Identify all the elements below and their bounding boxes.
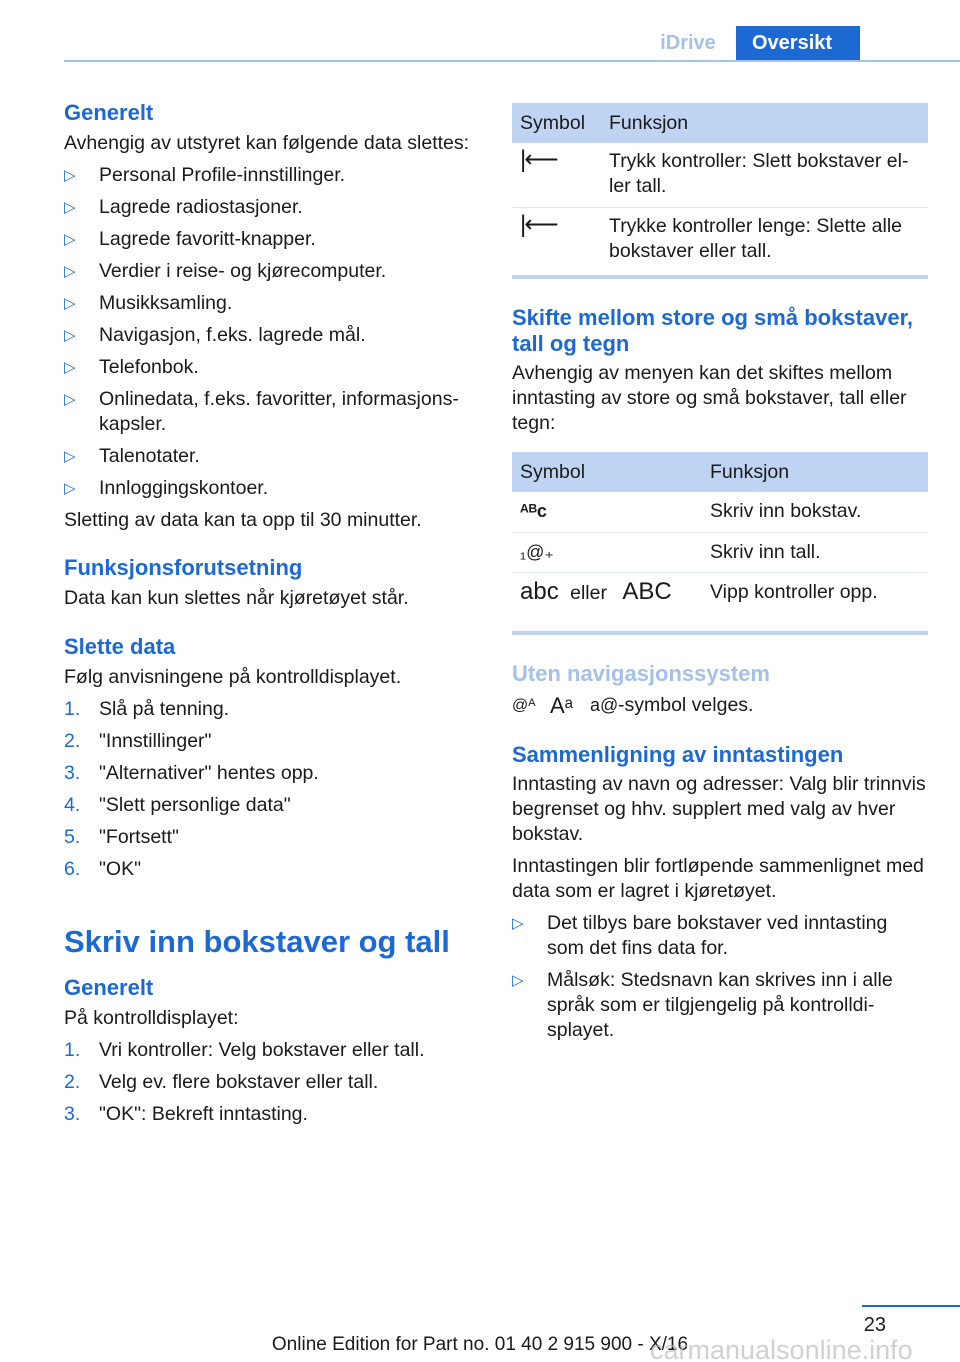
list-item: ▷ Telefonbok.	[64, 356, 199, 378]
list-item: ▷ Lagrede favoritt-knapper.	[64, 228, 316, 250]
list-item: ▷ Musikksamling.	[64, 292, 233, 314]
generelt-intro: Avhengig av utstyret kan følgende data slettes:	[64, 132, 470, 154]
section-title-skifte: Skifte mellom store og små bokstaver, tall og tegn	[512, 305, 914, 356]
list-item: ▷ Onlinedata, f.eks. favoritter, informasjonskapsler.	[64, 388, 459, 435]
lowercase-abc-icon: abc	[520, 577, 559, 605]
symbol-table-case	[512, 452, 928, 612]
edition-line: Online Edition for Part no. 01 40 2 915 900 - X/16	[271, 1334, 689, 1355]
sammen-p1: Inntasting av navn og adresser: Valg blir trinnvis begrenset og hhv. supplert med valg av hver bokstav.	[512, 773, 926, 845]
table-row	[512, 143, 928, 207]
page-number: 23	[863, 1314, 886, 1336]
chapter-title: Skriv inn bokstaver og tall	[64, 924, 450, 959]
step-item: 1. Slå på tenning.	[64, 698, 230, 720]
triangle-bullet-icon: ▷	[512, 972, 524, 989]
symbol-cell	[512, 492, 702, 532]
list-item: ▷ Innloggingskontoer.	[64, 477, 269, 499]
table-header: Symbol	[512, 452, 702, 492]
section-title-uten-nav: Uten navigasjonssystem	[512, 661, 770, 686]
list-item: ▷ Personal Profile-innstillinger.	[64, 164, 346, 186]
step-item: 3. "Alternativer" hentes opp.	[64, 762, 319, 784]
symbol-cell	[512, 532, 702, 572]
data-list	[64, 163, 484, 501]
aa-case-icon: Aᵃ	[550, 693, 573, 718]
list-item: ▷ Lagrede radiostasjoner.	[64, 196, 303, 218]
slette-steps	[64, 697, 484, 882]
step-item: 6. "OK"	[64, 858, 142, 880]
table-header: Symbol	[512, 103, 601, 143]
table-header-row	[512, 103, 928, 143]
triangle-bullet-icon: ▷	[64, 199, 76, 216]
uten-text: -symbol velges.	[618, 694, 754, 716]
triangle-bullet-icon: ▷	[64, 295, 76, 312]
list-item: ▷ Navigasjon, f.eks. lagrede mål.	[64, 324, 366, 346]
eller-text: eller	[570, 581, 607, 604]
header-rule	[64, 60, 960, 62]
skifte-text: Avhengig av menyen kan det skiftes mellom inntasting av store og små bokstaver, tall eller tegn:	[512, 362, 907, 434]
watermark: carmanualsonline.info	[650, 1335, 913, 1362]
back-arrow-icon: |⟵	[520, 146, 557, 173]
function-cell: Skriv inn bokstav.	[702, 492, 928, 532]
triangle-bullet-icon: ▷	[64, 327, 76, 344]
triangle-bullet-icon: ▷	[512, 915, 524, 932]
function-cell: Trykke kontroller lenge: Slette alle bokstaver eller tall.	[609, 214, 902, 262]
number-symbol-icon: ₁@₊	[520, 541, 554, 562]
step-item: 4. "Slett personlige data"	[64, 794, 291, 816]
uppercase-abc-large-icon: ABC	[622, 577, 672, 605]
triangle-bullet-icon: ▷	[64, 448, 76, 465]
triangle-bullet-icon: ▷	[64, 231, 76, 248]
right-column	[512, 103, 928, 1043]
skriv-steps	[64, 1038, 484, 1127]
function-cell: Skriv inn tall.	[702, 532, 928, 572]
section-title-sammenligning: Sammenligning av inntastingen	[512, 742, 844, 767]
function-cell: Vipp kontroller opp.	[710, 580, 878, 603]
function-cell: Trykk kontroller: Slett bokstaver eller tall.	[601, 143, 928, 207]
list-item: ▷ Talenotater.	[64, 445, 200, 467]
step-item: 5. "Fortsett"	[64, 826, 179, 848]
list-item: ▷ Verdier i reise- og kjørecomputer.	[64, 260, 387, 282]
table-row	[512, 492, 928, 532]
symbol-table-delete	[512, 103, 928, 271]
triangle-bullet-icon: ▷	[64, 167, 76, 184]
slette-text: Følg anvisningene på kontrolldisplayet.	[64, 666, 402, 688]
section-title-funksjonsforutsetning: Funksjonsforutsetning	[64, 555, 303, 580]
section-title-generelt-2: Generelt	[64, 975, 154, 1000]
funksjon-text: Data kan kun slettes når kjøretøyet står.	[64, 587, 409, 609]
symbol-cell	[512, 572, 702, 612]
tab-oversikt[interactable]: Oversikt	[736, 26, 860, 61]
table-end-rule	[512, 275, 928, 279]
footer-rule	[862, 1305, 960, 1307]
triangle-bullet-icon: ▷	[64, 391, 76, 408]
at-a-icon: @ᴬ	[512, 697, 536, 714]
skriv-text: På kontrolldisplayet:	[64, 1007, 239, 1029]
table-end-rule	[512, 631, 928, 635]
symbol-cell	[512, 143, 601, 207]
uppercase-abc-icon: ᴬᴮᴄ	[520, 501, 547, 522]
table-row	[512, 207, 928, 271]
left-column	[64, 100, 484, 1127]
step-item: 1. Vri kontroller: Velg bokstaver eller tall.	[64, 1039, 425, 1061]
step-item: 2. "Innstillinger"	[64, 730, 212, 752]
sammen-p2: Inntastingen blir fortløpende sammenlignet med data som er lagret i kjøretøyet.	[512, 855, 924, 902]
section-title-slette-data: Slette data	[64, 634, 176, 659]
back-arrow-icon: |⟵	[520, 210, 557, 238]
list-item: ▷ Det tilbys bare bokstaver ved inntasting som det fins data for.	[512, 912, 888, 959]
list-item: ▷ Målsøk: Stedsnavn kan skrives inn i alle språk som er tilgjengelig på kontrolldisplayet.	[512, 969, 893, 1041]
sammen-list	[512, 911, 928, 1043]
table-row	[512, 572, 928, 612]
tab-idrive[interactable]: iDrive	[660, 32, 716, 54]
table-header-row	[512, 452, 928, 492]
step-item: 2. Velg ev. flere bokstaver eller tall.	[64, 1071, 379, 1093]
table-header: Funksjon	[601, 103, 928, 143]
triangle-bullet-icon: ▷	[64, 263, 76, 280]
uten-line	[512, 693, 928, 718]
generelt-outro: Sletting av data kan ta opp til 30 minutter.	[64, 509, 422, 531]
step-item: 3. "OK": Bekreft inntasting.	[64, 1103, 308, 1125]
triangle-bullet-icon: ▷	[64, 359, 76, 376]
a-at-icon: a@	[590, 695, 619, 715]
symbol-cell	[512, 207, 601, 271]
triangle-bullet-icon: ▷	[64, 480, 76, 497]
table-row	[512, 532, 928, 572]
section-title-generelt: Generelt	[64, 100, 154, 125]
table-header: Funksjon	[702, 452, 928, 492]
